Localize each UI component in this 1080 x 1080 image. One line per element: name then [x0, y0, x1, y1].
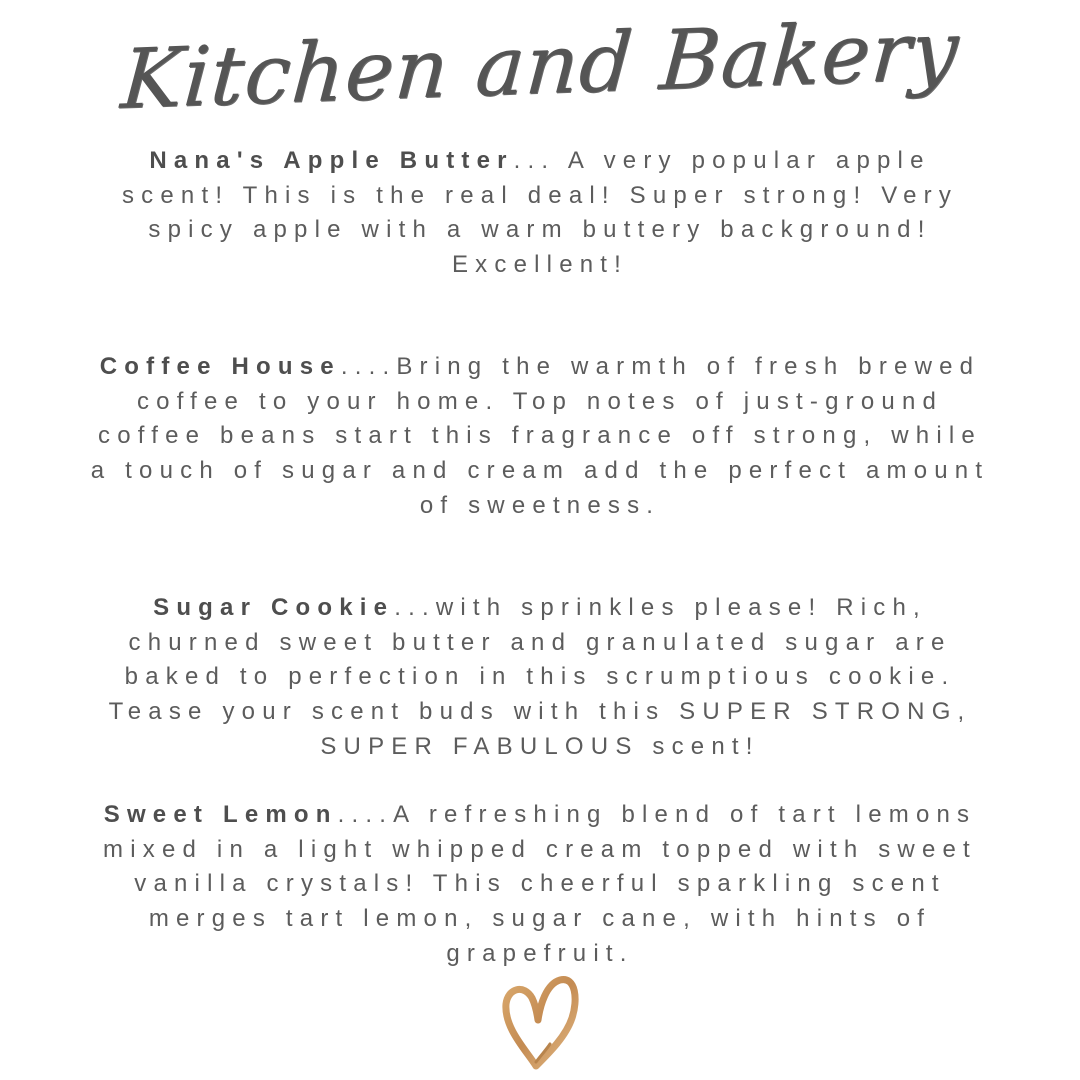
- scent-entry-sweet-lemon: [90, 798, 990, 972]
- scent-description: ....Bring the warmth of fresh brewed coffee to your home. Top notes of just-ground coffee beans start this fragrance off strong, while a touch of sugar and cream add the perfect amount of sweetness.: [90, 353, 990, 519]
- scent-name: Nana's Apple Butter: [149, 147, 514, 174]
- scent-entry-apple-butter: [90, 144, 990, 283]
- scent-description: ...with sprinkles please! Rich, churned sweet butter and granulated sugar are baked to perfection in this scrumptious cookie. Tease your scent buds with this SUPER STRONG, SUPER FABULOUS scent!: [108, 594, 972, 760]
- scent-name: Sugar Cookie: [153, 594, 395, 621]
- scent-name: Sweet Lemon: [103, 801, 338, 828]
- scent-description: ....A refreshing blend of tart lemons mixed in a light whipped cream topped with sweet vanilla crystals! This cheerful sparkling scent merges tart lemon, sugar cane, with hints of grapefruit.: [103, 801, 977, 967]
- scent-entry-coffee-house: [90, 350, 990, 524]
- scent-name: Coffee House: [99, 353, 341, 380]
- scent-entry-sugar-cookie: [90, 591, 990, 765]
- scent-description: ... A very popular apple scent! This is the real deal! Super strong! Very spicy apple with a warm buttery background! Excellent!: [121, 147, 959, 279]
- page-title: Kitchen and Bakery: [118, 3, 962, 128]
- heart-icon: [496, 970, 582, 1070]
